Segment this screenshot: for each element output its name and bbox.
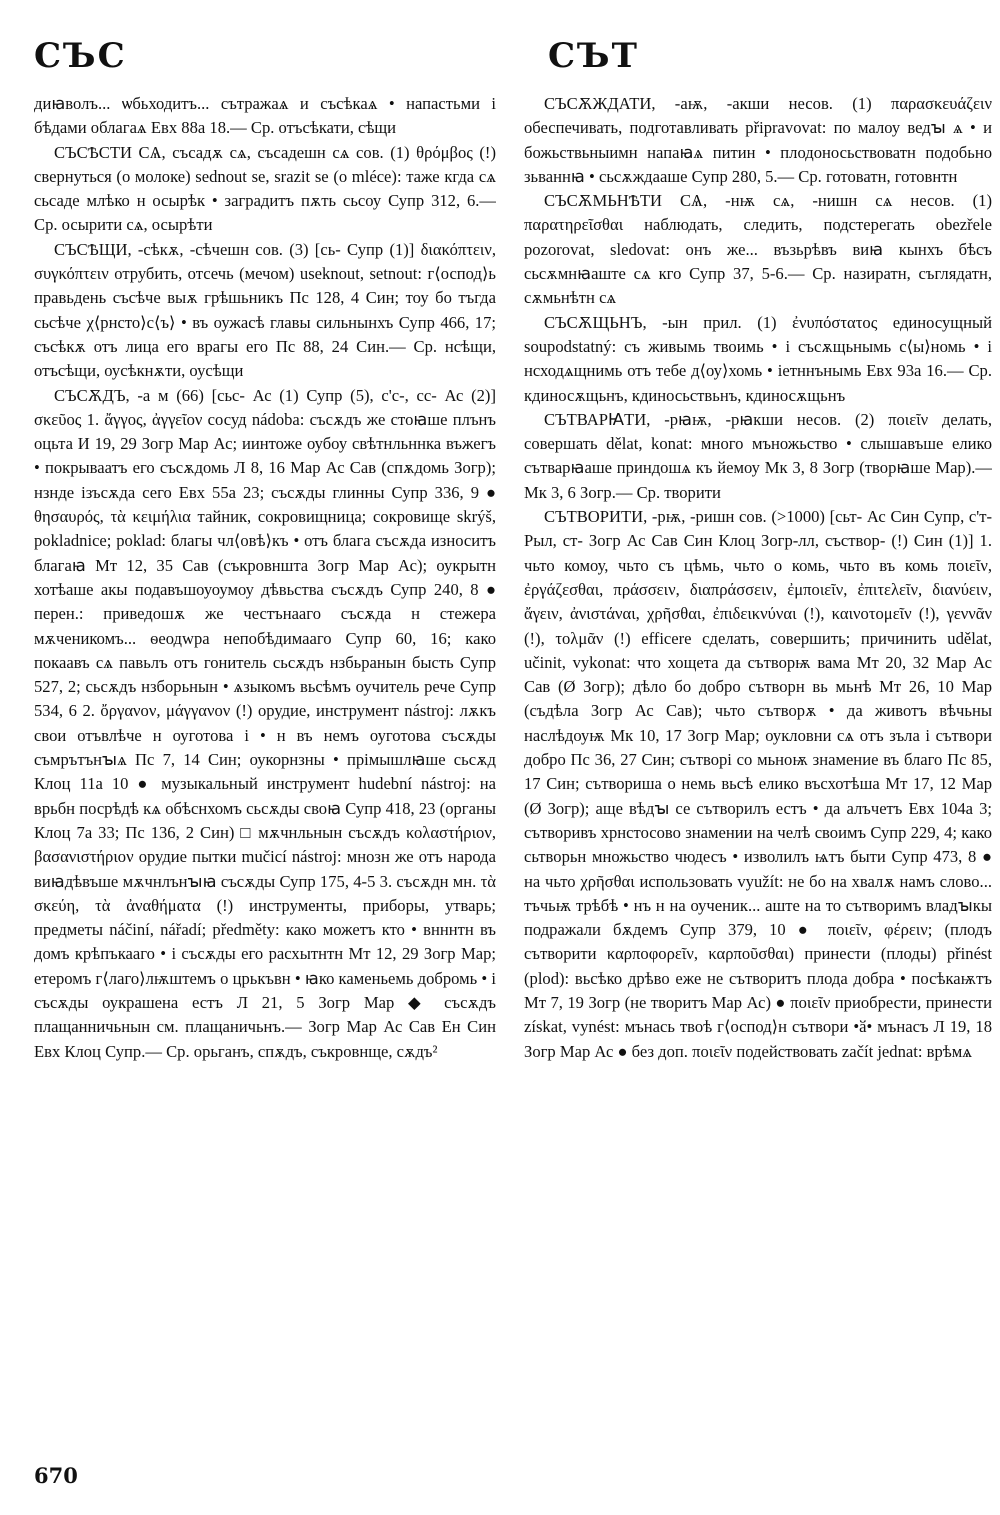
left-column: [34, 92, 496, 1462]
running-head-right: СЪТ: [548, 36, 639, 76]
right-column: [524, 92, 992, 1462]
running-head-left: СЪС: [34, 36, 127, 76]
entry-text: СЪСѪДЪ, -а м (66) [сьс- Ас (1) Супр (5), с'с-, сс- Ас (2)] σκεῦος 1. ἄγγος, ἀγγεῖον сосуд nádoba: съсѫдъ же стоꙗше плънъ оцьта И 19, 29 Зогр Мар Ас; иинтоже оубоу свѣтнльннка въжегъ • покрываатъ его съсѫдомь Л 8, 16 Мар Ас Сав (спѫдомь Зогр); нзнде ізъсѫда сего Евх 55а 23; съсѫды глинны Супр 336, 9 ● θησαυρός, τὰ κειμήλια тайник, сокровищница; сокровище skrýš, pokladnice; poklad: благы чл⟨овѣ⟩къ • отъ блага съсѫда износитъ благаꙗ Мт 12, 35 Сав (съкровнштa Зогр Мар Ас); оукрытн хотѣаше акы подавъшоуоумоу дѣвьства съсѫдъ Супр 240, 8 ● перен.: приведошѫ же честънааго съсѫда н стежера мѫченикомъ... ѳеодwра непобѣдимааго Супр 60, 16; како покаавъ сѧ павьлъ отъ гонитель сьсѫдъ нзбьранын бысть Супр 527, 2; сьсѫдъ нзборьнын • ѧзыкомъ вьсѣмъ оучитель рече Супр 534, 6 2. ὄργανον, μάγγανον (!) орудие, инструмент nástroj: лѫкъ свои отъвлѣче н оуготова і • н въ немъ оуготова съсѫды съмрътънꙑѧ Пс 7, 14 Син; оукорнзны • прімышлꙗше сьсѫд Клоц 11а 10 ● музыкальный инструмент hudební nástroj: на врьбн посрѣдѣ кѧ обѣснхомъ сьсѫды своꙗ Супр 418, 23 (органы Клоц 7а 33; Пс 136, 2 Син) □ мѫчнльнын съсѫдъ κολαστήριον, βασανιστήριον орудие пытки mučicí nástroj: мнозн же отъ народа виꙗдѣвъше мѫчнлънꙑꙗ съсѫды Супр 175, 4-5 3. съсѫдн мн. τὰ σκεύη, τὰ ἀναθήματα (!) инструменты, приборы, утварь; предметы náčiní, nářadí; předměty: како можетъ кто • внннтн въ домъ крѣпъкааго • і съсѫды его расхытнтн Мт 12, 29 Зогр Мар; етеромъ г⟨лаго⟩лѭштемъ о црькъвн • ꙗко каменьемь добромь • і съсѫды оукрашена естъ Л 21, 5 Зогр Мар ◆ съсѫдъ плащанничьнын см. плащаничьнъ.— Зогр Мар Ас Сав Ен Син Евх Клоц Супр.— Ср. орьганъ, спѫдъ, съкровнще, сѫдъ²: [34, 385, 496, 1061]
entry-text: СЪСѢЩИ, -сѣкѫ, -сѣчешн сов. (3) [сь- Супр (1)] διακόπτειν, συγκόπτειν отрубить, отсечь (мечом) useknout, setnout: г⟨оспод⟩ь правьдень съсѣче выѫ грѣшьникъ Пс 128, 4 Син; тоу бо тъгда сьсѣче χ⟨рнсто⟩с⟨ъ⟩ • въ оужасѣ главы сильнынхъ Супр 466, 17; съсѣкѫ отъ лица его врагы его Пс 88, 24 Син.— Ср. нсѣщи, отъсѣщи, оусѣкнѫти, оусѣщи: [34, 239, 496, 381]
entry-text: СЪСѪЖДАТИ, -аѭ, -акши несов. (1) παρασκευάζειν обеспечивать, подготавливать připravovat: по малоу ведꙑ ѧ • и божьствьныимн напаꙗѧ питин • плодоносьствоватн подобьно зьваннꙗ • сьсѫждааше Супр 280, 5.— Ср. готоватн, готовнтн: [524, 94, 992, 186]
entry-text: СЪСѢСТИ СѦ, съсадѫ сѧ, съсадешн сѧ сов. (1) θρόμβος (!) свернуться (о молоке) sednout se, srazit se (o mléce): таже кгда сѧ сьсаде млѣко н осырѣк • заградитъ пѫть сьсоу Супр 312, 6.— Ср. осырити сѧ, осырѣти: [34, 142, 496, 235]
entry-text: СЪСѪМЬНѢТИ СѦ, -нѭ сѧ, -нишн сѧ несов. (1) παρατηρεῖσθαι наблюдать, следить, подстерегать obezřele pozorovat, sledovat: онъ же... възьрѣвъ виꙗ кынхъ бѣсъ сьсѫмнꙗаште сѧ кго Супр 37, 5-6.— Ср. назиратн, съглядатн, сѫмьнѣтн сѧ: [524, 191, 992, 308]
entry-text: диꙗволъ... ѡбьходитъ... сътражаѧ и съсѣкаѧ • напастьми і бѣдами облагаѧ Евх 88а 18.— Ср. отъсѣкати, сѣщи: [34, 94, 496, 138]
entry-text: СЪТВОРИТИ, -рѭ, -ришн сов. (>1000) [сьт- Ас Син Супр, с'т- Рыл, ст- Зогр Ас Сав Син Клоц Зогр-лл, съствор- (!) Син (1)] 1. чьто комоу, чьто съ цѣмь, чьто о комь, чьто въ комь ποιεῖν, ἐργάζεσθαι, πράσσειν, διαπράσσειν, ἐμποιεῖν, ἐπιτελεῖν, διανύειν, ἄγειν, ἀνιστάναι, χρῆσθαι, ἐπιδεικνύναι (!), καινοτομεῖν (!), γεννᾶν (!), τολμᾶν (!) efficere сделать, совершить; причинить udělat, učinit, vykonat: что хощета да сътворѭ вама Мт 20, 32 Мар Ас Сав (Ø Зогр); дѣло бо добро сътворн вь мьнѣ Мт 26, 10 Мар (съдѣла Зогр Ас Сав); чьто сътворѫ • да животъ вѣчьны наслѣдоуѭ Мк 10, 17 Зогр Мар; оукловни сѧ отъ зъла і сътвори добро Пс 36, 27 Син; сътворі со мьноѭ знамение въ благо Пс 85, 17 Син; сътвориша о немь вьсѣ елико въсхотѣша Мт 17, 12 Мар (Ø Зогр); аще вѣдꙑ се сътворилъ естъ • да алъчетъ Евх 104а 3; сътворивъ хрнстосово знамении на челѣ своимъ Супр 229, 4; како сьтворьн множьство чюдесъ • изволилъ ѩтъ быти Супр 473, 8 ● на чьто χρῆσθαι использовать využít: не бо на хвалѫ намъ слово... тъчьѭ трѣбѣ • нъ н на оученик... аште на то сътворимъ владꙑкы подражали бѫдемъ Супр 379, 10 ● ποιεῖν, φέρειν; (плодъ сътворити καρποφορεῖν, καρποῦσθαι) принести (плоды) přinést (plod): вьсѣко дрѣво еже не сътворитъ плода добра • посѣкаѭтъ Мт 7, 19 Зогр (не творитъ Мар Ас) ● ποιεῖν приобрести, принести získat, vynést: мънась твоѣ г⟨оспод⟩н сътвори •ӑ• мънасъ Л 19, 18 Зогр Мар Ас ● без доп. ποιεῖν подействовать začít jednat: врѣмѧ: [524, 507, 992, 1061]
entry-text: СЪТВАРꙖТИ, -рꙗѭ, -рꙗкши несов. (2) ποιεῖν делать, совершать dělat, konat: много мъножьство • слышавъше елико сътварꙗаше приндошѧ къ йемоу Мк 3, 8 Зогр (творꙗше Мар).— Мк 3, 6 Зогр.— Ср. творити: [524, 409, 992, 502]
page-number: 670: [34, 1463, 78, 1488]
entry-text: СЪСѪЩЬНЪ, -ын прил. (1) ἐνυπόστατος единосущный soupodstatný: съ живымь твоимь • і съсѫщьнымь с⟨ы⟩номь • і нсходѧщнимь отъ тебе д⟨оу⟩хомь • іетннънымь Евх 93а 16.— Ср. кдиносѫщьнъ, кдиносьствьнъ, кдиносѫщьнъ: [524, 312, 992, 405]
